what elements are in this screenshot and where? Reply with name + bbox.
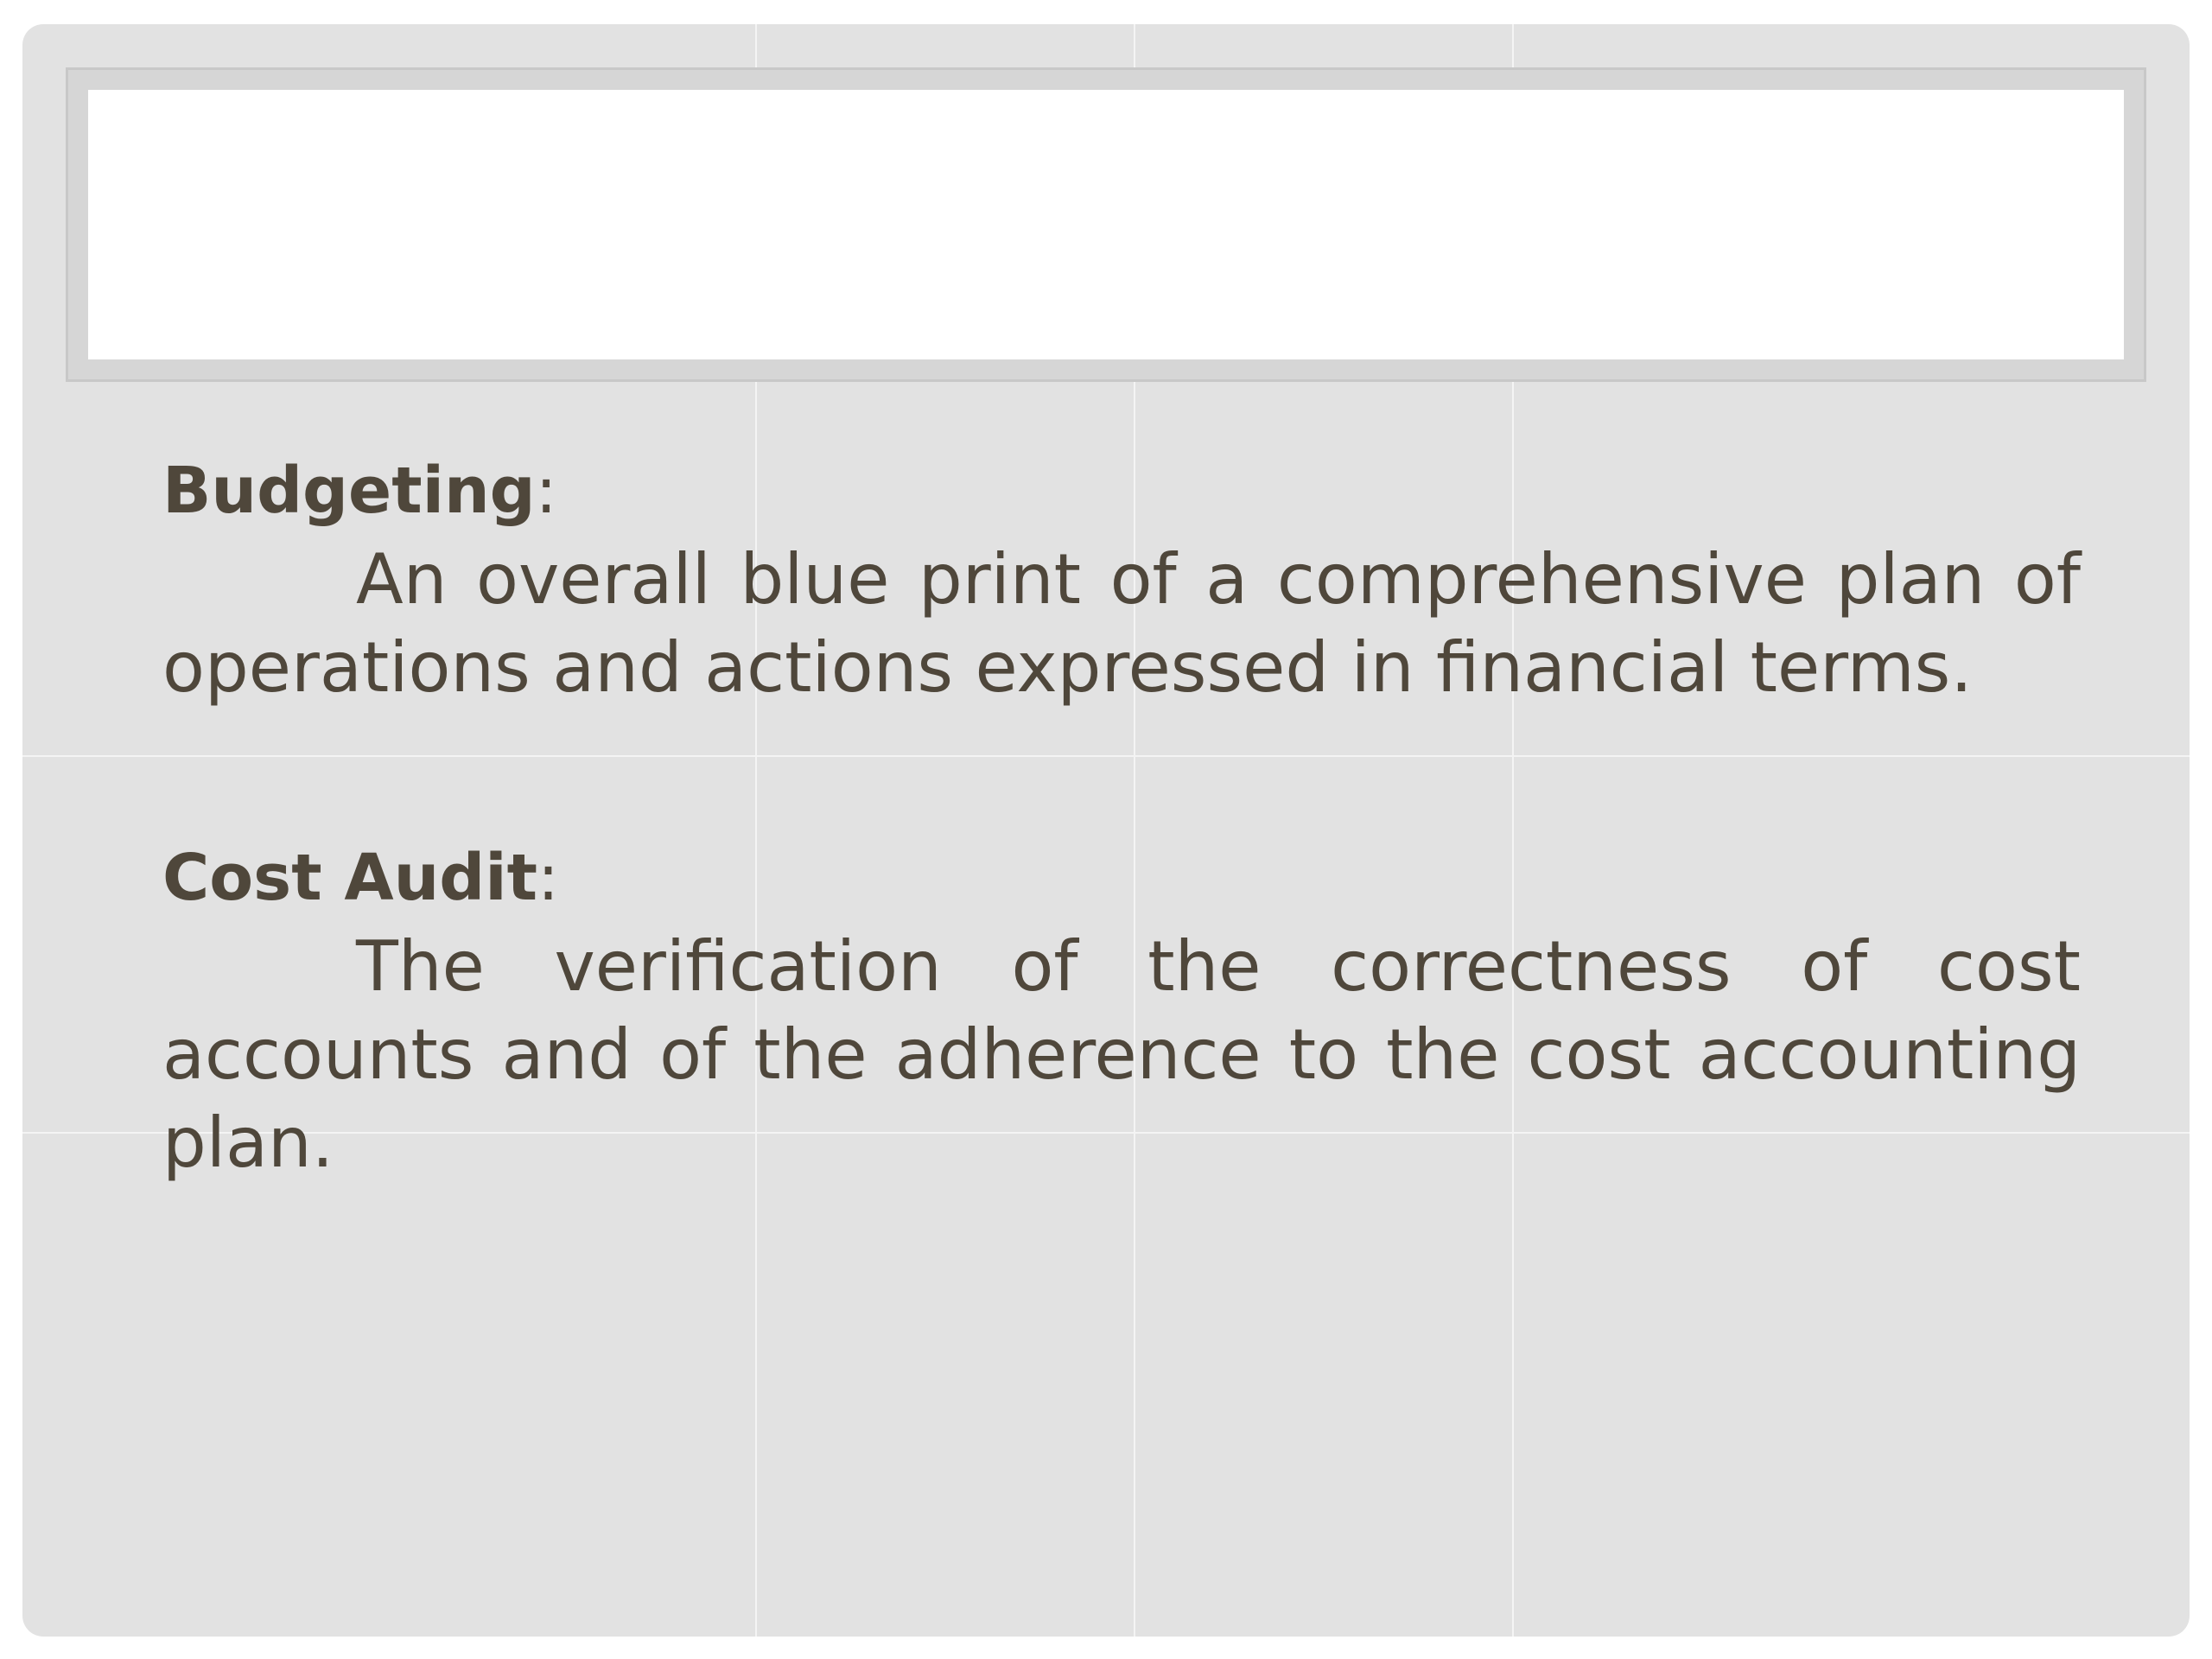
title-placeholder[interactable]	[88, 90, 2124, 359]
term-colon: :	[535, 454, 557, 528]
term-heading	[162, 833, 2081, 923]
term-label: Budgeting	[162, 454, 536, 528]
slide	[22, 24, 2190, 1637]
term-label: Cost Audit	[162, 841, 537, 915]
term-definition: The verification of the correctness of cost accounts and of the adherence to the cost accounting plan.	[162, 926, 2081, 1183]
term-definition: An overall blue print of a comprehensive plan of operations and actions expressed in financial terms.	[162, 539, 2081, 708]
slide-content	[162, 446, 2081, 1187]
section-spacer	[162, 712, 2081, 833]
term-colon: :	[537, 841, 559, 915]
term-heading	[162, 446, 2081, 536]
